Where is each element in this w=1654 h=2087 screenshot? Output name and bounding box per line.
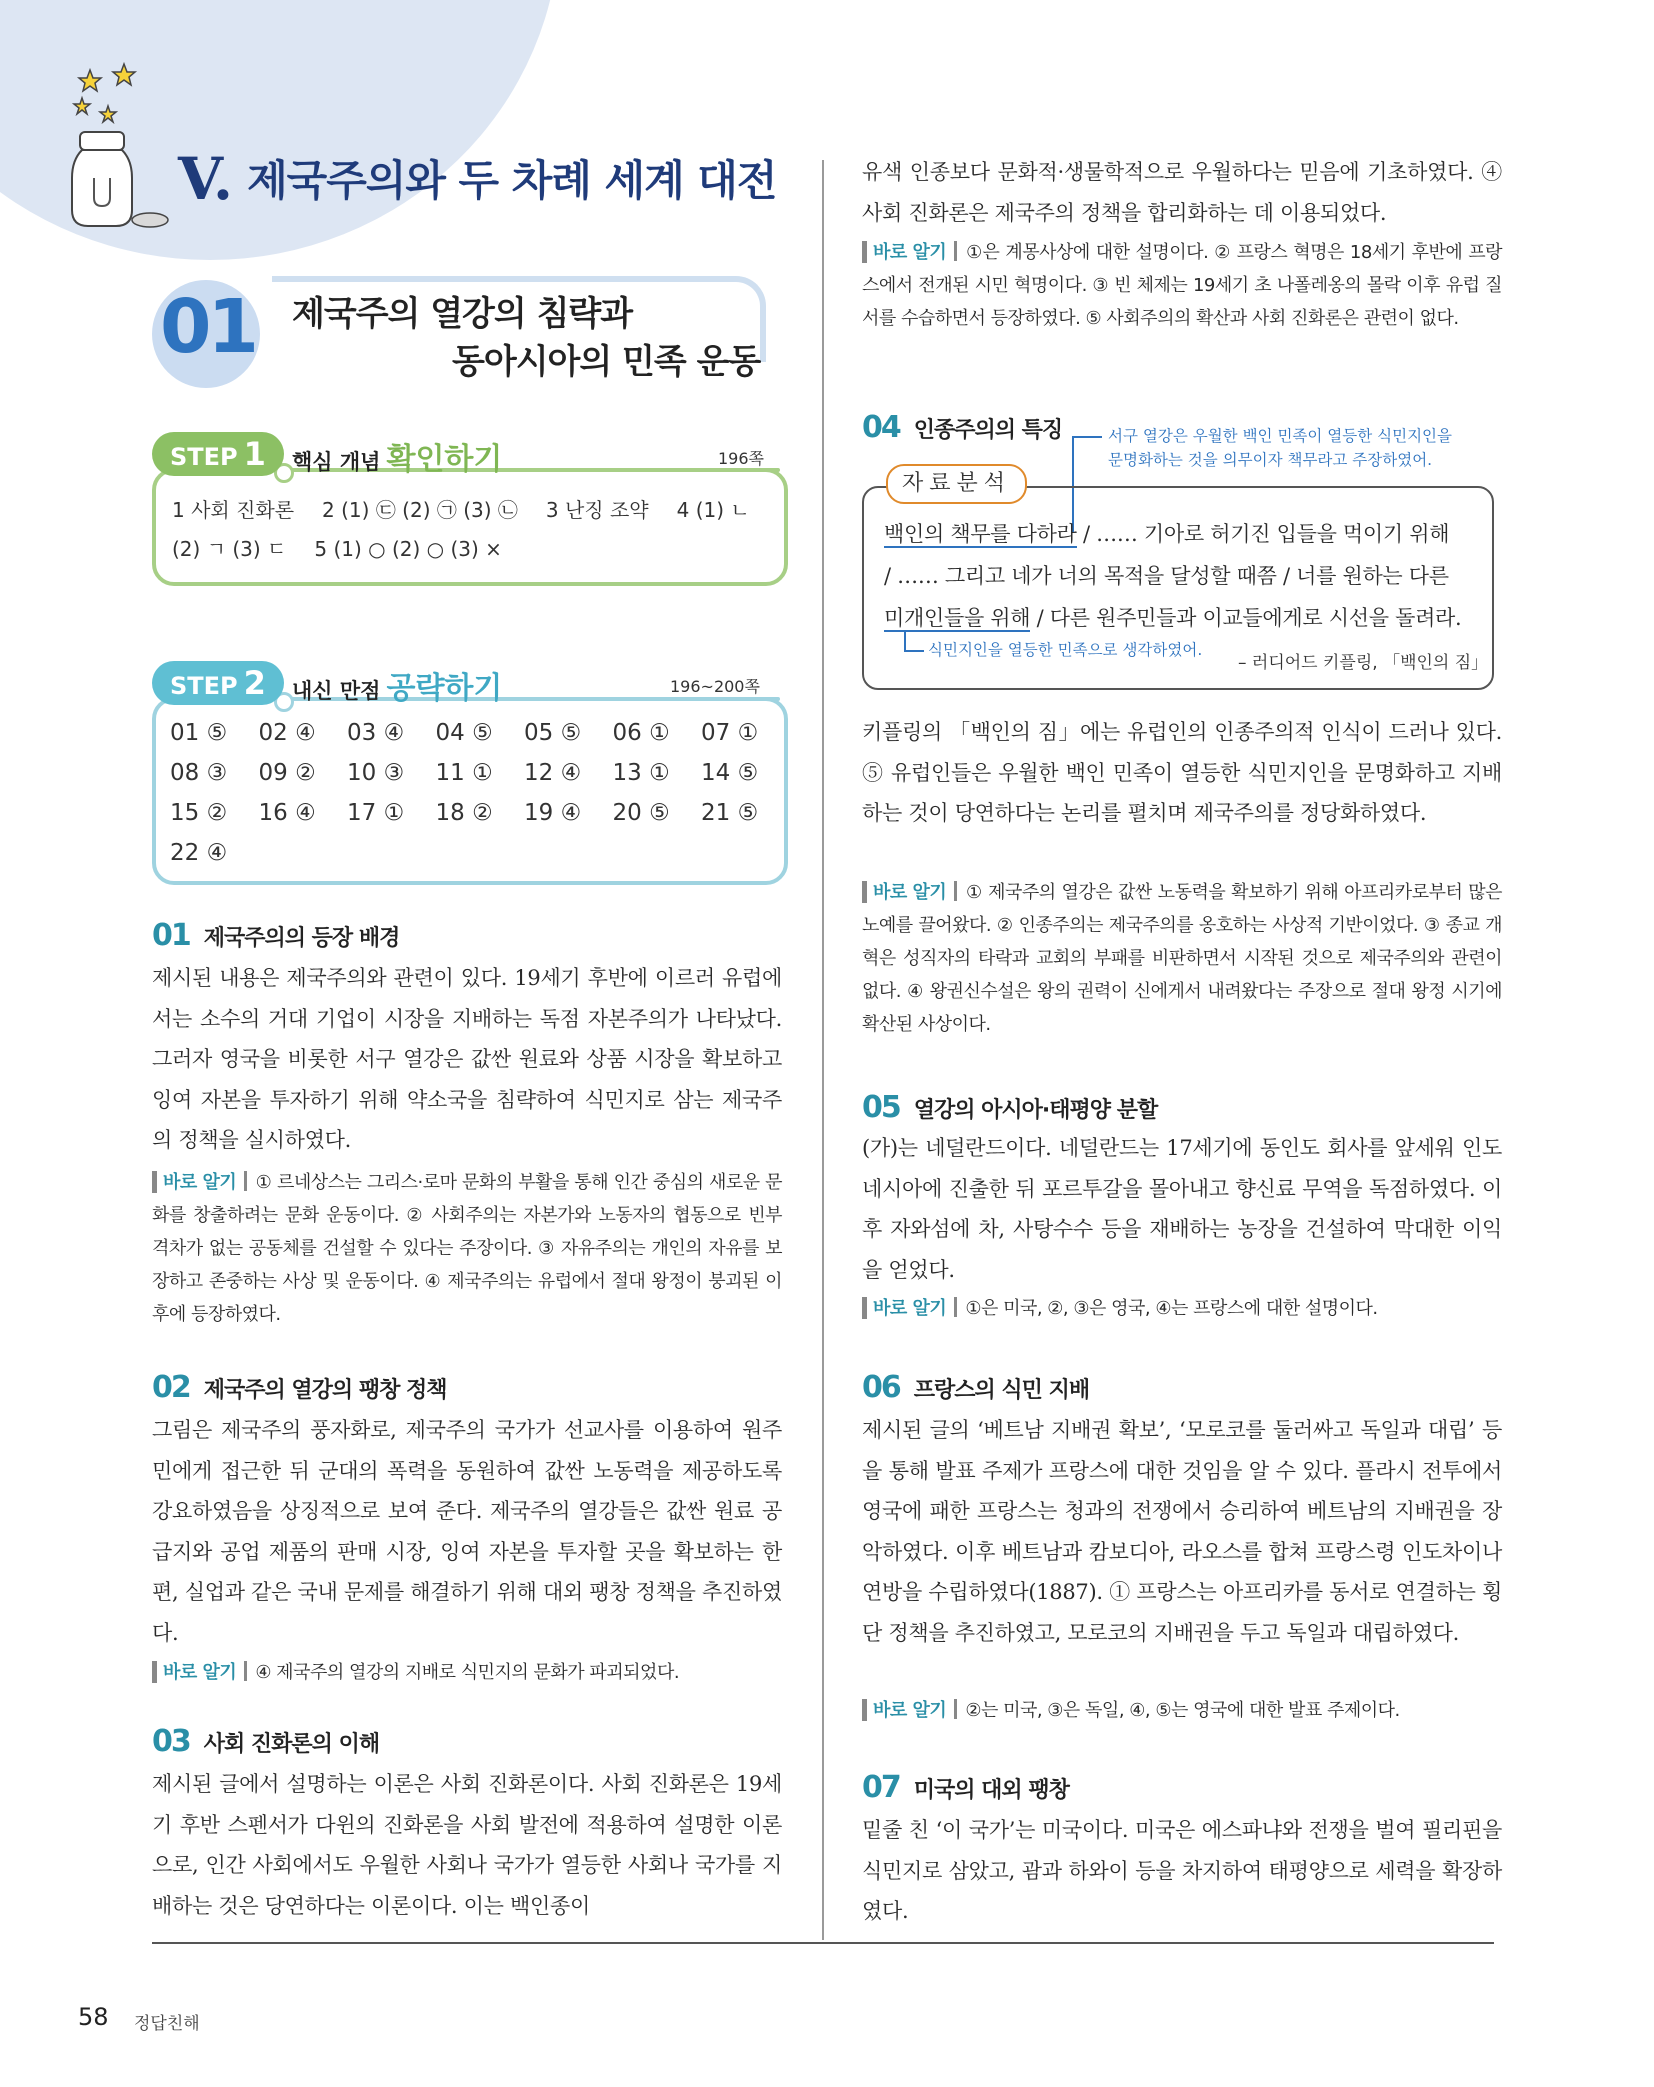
- step2-answer: 22 ④: [170, 840, 228, 866]
- q03-body-continued: 유색 인종보다 문화적·생물학적으로 우월하다는 믿음에 기초하였다. ④ 사회 진화론은 제국주의 정책을 합리화하는 데 이용되었다.: [862, 160, 1502, 225]
- column-divider: [822, 160, 824, 1940]
- q06-heading: 06 프랑스의 식민 지배: [862, 1370, 1090, 1405]
- chapter-title-line1: 제국주의 열강의 침략과: [292, 294, 633, 334]
- q01-note: 바로 알기 ① 르네상스는 그리스·로마 문화의 부활을 통해 인간 중심의 새로운 문화를 창출하려는 문화 운동이다. ② 사회주의는 자본가와 노동자의 협동으로 빈부 격차가 없는 공동체를 건설할 수 있다는 주장이다. ③ 자유주의는 개인의 자유를 보장하고 존중하는 사상 및 운동이다. ④ 제국주의는 유럽에서 절대 왕정이 붕괴된 이후에 등장하였다.: [152, 1172, 782, 1325]
- annotation-connector: [904, 650, 924, 652]
- q04-annotation-bottom: 식민지인을 열등한 민족으로 생각하였어.: [928, 641, 1203, 659]
- step2-answer: 11 ①: [435, 760, 493, 786]
- q02-body: 그림은 제국주의 풍자화로, 제국주의 국가가 선교사를 이용하여 원주민에게 접근한 뒤 군대의 폭력을 동원하여 값싼 노동력을 제공하도록 강요하였음을 상징적으로 보여 준다. 제국주의 열강들은 값싼 원료 공급지와 공업 제품의 판매 시장, 잉여 자본을 투자할 곳을 확보하는 한편, 실업과 같은 국내 문제를 해결하기 위해 대외 팽창 정책을 추진하였다.: [152, 1418, 782, 1645]
- step1-answers-row1: 1 사회 진화론 2 (1) ㉢ (2) ㉠ (3) ㉡ 3 난징 조약 4 (1) ㄴ: [172, 498, 750, 522]
- step2-answer: 05 ⑤: [524, 720, 582, 746]
- q04-annotation-top: 서구 열강은 우월한 백인 민족이 열등한 식민지인을 문명화하는 것을 의무이자 책무라고 주장하였어.: [1108, 427, 1452, 469]
- q05-heading: 05 열강의 아시아·태평양 분할: [862, 1090, 1158, 1125]
- step2-answer: 15 ②: [170, 800, 228, 826]
- step2-answer: 14 ⑤: [701, 760, 759, 786]
- q04-note: 바로 알기 ① 제국주의 열강은 값싼 노동력을 확보하기 위해 아프리카로부터 많은 노예를 끌어왔다. ② 인종주의는 제국주의를 옹호하는 사상적 기반이었다. ③ 종교 개혁은 성직자의 타락과 교회의 부패를 비판하면서 시작된 것으로 제국주의와 관련이 없다. ④ 왕권신수설은 왕의 권력이 신에게서 내려왔다는 주장으로 절대 왕정 시기에 확산된 사상이다.: [862, 882, 1502, 1035]
- step2-answer: 17 ①: [347, 800, 405, 826]
- step2-answer: 01 ⑤: [170, 720, 228, 746]
- step2-answer: 03 ④: [347, 720, 405, 746]
- step2-answer: 13 ①: [612, 760, 670, 786]
- q04-source-line3: 미개인들을 위해 / 다른 원주민들과 이교들에게로 시선을 돌려라.: [884, 606, 1462, 630]
- step1-answers-row2: (2) ㄱ (3) ㄷ 5 (1) ○ (2) ○ (3) ×: [172, 537, 502, 561]
- q03-body: 제시된 글에서 설명하는 이론은 사회 진화론이다. 사회 진화론은 19세기 후반 스펜서가 다윈의 진화론을 사회 발전에 적용하여 설명한 이론으로, 인간 사회에서도 우월한 사회나 국가가 열등한 사회나 국가를 지배하는 것은 당연하다는 이론이다. 이는 백인종이: [152, 1772, 782, 1918]
- page-label: 정답친해: [134, 2014, 200, 2034]
- step2-answer: 19 ④: [524, 800, 582, 826]
- q02-heading: 02 제국주의 열강의 팽창 정책: [152, 1370, 447, 1405]
- step1-tab: STEP 1: [152, 432, 284, 476]
- footer-rule: [152, 1942, 1494, 1944]
- unit-title-text: 제국주의와 두 차례 세계 대전: [247, 156, 777, 205]
- q07-heading: 07 미국의 대외 팽창: [862, 1770, 1069, 1805]
- annotation-connector: [904, 632, 906, 650]
- q06-body: 제시된 글의 ‘베트남 지배권 확보’, ‘모로코를 둘러싸고 독일과 대립’ 등을 통해 발표 주제가 프랑스에 대한 것임을 알 수 있다. 플라시 전투에서 영국에 패한 프랑스는 청과의 전쟁에서 승리하여 베트남의 지배권을 장악하였다. 이후 베트남과 캄보디아, 라오스를 합쳐 프랑스령 인도차이나 연방을 수립하였다(1887). ① 프랑스는 아프리카를 동서로 연결하는 횡단 정책을 추진하였고, 모로코의 지배권을 두고 독일과 대립하였다.: [862, 1418, 1502, 1645]
- step1-heading: 핵심 개념 확인하기: [292, 442, 503, 477]
- chapter-header: [152, 272, 772, 382]
- chapter-number: 01: [160, 284, 255, 370]
- step2-answer: 09 ②: [258, 760, 316, 786]
- step2-heading: 내신 만점 공략하기: [292, 671, 503, 706]
- q05-note: 바로 알기 ①은 미국, ②, ③은 영국, ④는 프랑스에 대한 설명이다.: [862, 1292, 1502, 1325]
- step2-tab: STEP 2: [152, 661, 284, 705]
- chapter-title-line2: 동아시아의 민족 운동: [452, 342, 761, 382]
- unit-title: [178, 145, 776, 213]
- step2-answer: 07 ①: [701, 720, 759, 746]
- annotation-connector: [1072, 436, 1102, 438]
- q04-heading: 04 인종주의의 특징: [862, 410, 1063, 445]
- step2-answer: 06 ①: [612, 720, 670, 746]
- step2-answer: 04 ⑤: [435, 720, 493, 746]
- star-jar-icon: [70, 60, 170, 234]
- q06-note: 바로 알기 ②는 미국, ③은 독일, ④, ⑤는 영국에 대한 발표 주제이다.: [862, 1694, 1502, 1727]
- step2-answer: 18 ②: [435, 800, 493, 826]
- q04-source-line1: 백인의 책무를 다하라 / …… 기아로 허기진 입들을 먹이기 위해: [884, 522, 1450, 546]
- q03-heading: 03 사회 진화론의 이해: [152, 1724, 380, 1759]
- q05-body: (가)는 네덜란드이다. 네덜란드는 17세기에 동인도 회사를 앞세워 인도네시아에 진출한 뒤 포르투갈을 몰아내고 향신료 무역을 독점하였다. 이후 자와섬에 차, 사탕수수 등을 재배하는 농장을 건설하여 막대한 이익을 얻었다.: [862, 1136, 1502, 1282]
- step2-answer: 08 ③: [170, 760, 228, 786]
- step2-answer: 12 ④: [524, 760, 582, 786]
- q04-body: 키플링의 「백인의 짐」에는 유럽인의 인종주의적 인식이 드러나 있다. ⑤ 유럽인들은 우월한 백인 민족이 열등한 식민지인을 문명화하고 지배하는 것이 당연하다는 논리를 펼치며 제국주의를 정당화하였다.: [862, 720, 1502, 825]
- step2-answer: 21 ⑤: [701, 800, 759, 826]
- q04-source-line2: / …… 그리고 네가 너의 목적을 달성할 때쯤 / 너를 원하는 다른: [884, 564, 1449, 588]
- q02-note: 바로 알기 ④ 제국주의 열강의 지배로 식민지의 문화가 파괴되었다.: [152, 1656, 782, 1689]
- q01-heading: 01 제국주의의 등장 배경: [152, 918, 400, 953]
- step2-answer: 20 ⑤: [612, 800, 670, 826]
- page-number: 58: [78, 2003, 109, 2031]
- unit-number: V.: [178, 145, 234, 213]
- q07-body: 밑줄 친 ‘이 국가’는 미국이다. 미국은 에스파냐와 전쟁을 벌여 필리핀을 식민지로 삼았고, 괌과 하와이 등을 차지하여 태평양으로 세력을 확장하였다.: [862, 1818, 1502, 1923]
- q01-body: 제시된 내용은 제국주의와 관련이 있다. 19세기 후반에 이르러 유럽에서는 소수의 거대 기업이 시장을 지배하는 독점 자본주의가 나타났다. 그러자 영국을 비롯한 서구 열강은 값싼 원료와 상품 시장을 확보하고 잉여 자본을 투자하기 위해 약소국을 침략하여 식민지로 삼는 제국주의 정책을 실시하였다.: [152, 966, 782, 1152]
- step2-answer: 10 ③: [347, 760, 405, 786]
- step1-page-ref: 196쪽: [718, 449, 764, 468]
- step2-answer: 02 ④: [258, 720, 316, 746]
- q03-note: 바로 알기 ①은 계몽사상에 대한 설명이다. ② 프랑스 혁명은 18세기 후반에 프랑스에서 전개된 시민 혁명이다. ③ 빈 체제는 19세기 초 나폴레옹의 몰락 이후 유럽 질서를 수습하면서 등장하였다. ⑤ 사회주의의 확산과 사회 진화론은 관련이 없다.: [862, 242, 1502, 329]
- q04-source-citation: – 러디어드 키플링, 「백인의 짐」: [1238, 653, 1489, 673]
- step1-box: [152, 468, 788, 586]
- source-analysis-tag: 자료분석: [886, 464, 1027, 504]
- step2-answer: 16 ④: [258, 800, 316, 826]
- step2-page-ref: 196~200쪽: [670, 677, 760, 696]
